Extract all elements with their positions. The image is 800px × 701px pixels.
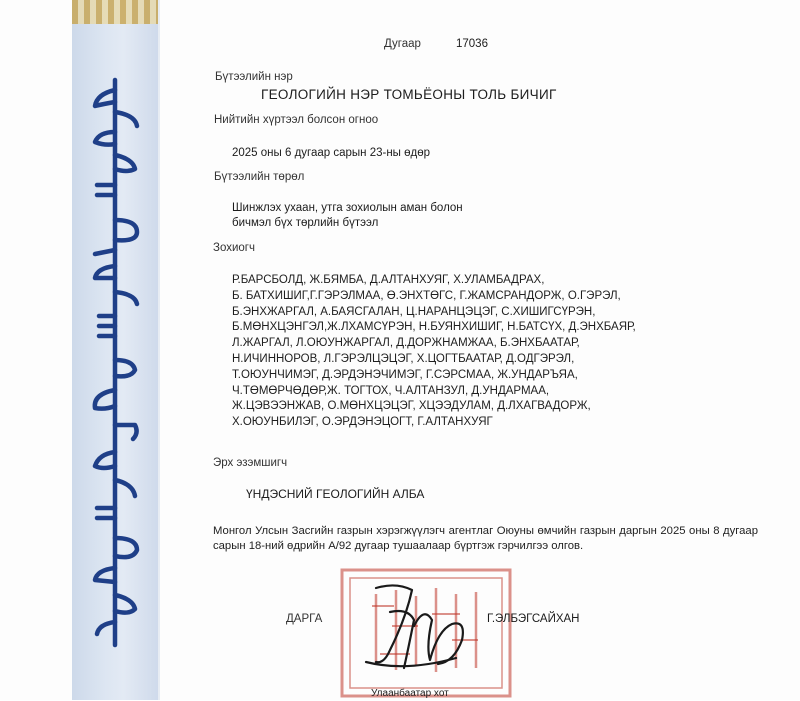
- author-line: Х.ОЮУНБИЛЭГ, О.ЭРДЭНЭЦОГТ, Г.АЛТАНХУЯГ: [232, 416, 493, 429]
- border-ornament: [72, 0, 158, 24]
- work-type-line-1: Шинжлэх ухаан, утга зохиолын аман болон: [232, 202, 463, 214]
- issue-city: Улаанбаатар хот: [371, 688, 449, 699]
- registration-text: Монгол Улсын Засгийн газрын хэрэгжүүлэгч агентлаг Оюуны өмчийн газрын даргын 2025 оны 8 дугаар сарын 18-ний өдрийн А/92 дугаар тушаалаар бүртгэж гэрчилгээ олгов.: [213, 525, 758, 552]
- author-line: Н.ИЧИННОРОВ, Л.ГЭРЭЛЦЭЦЭГ, Х.ЦОГТБААТАР, Д.ОДГЭРЭЛ,: [232, 352, 575, 365]
- author-line: Р.БАРСБОЛД, Ж.БЯМБА, Д.АЛТАНХУЯГ, Х.УЛАМБАДРАХ,: [232, 274, 545, 286]
- author-line: Ж.ЦЭВЭЭНЖАВ, О.МӨНХЦЭЦЭГ, ХЦЭЭДУЛАМ, Д.ЛХАГВАДОРЖ,: [232, 400, 591, 413]
- signature-mark: [366, 585, 463, 668]
- work-name-value: ГЕОЛОГИЙН НЭР ТОМЬЁОНЫ ТОЛЬ БИЧИГ: [261, 87, 557, 102]
- authors-list: [232, 273, 636, 431]
- work-type-label: Бүтээлийн төрөл: [214, 171, 305, 183]
- work-name-label: Бүтээлийн нэр: [215, 71, 293, 83]
- author-line: Б. БАТХИШИГ,Г.ГЭРЭЛМАА, Ө.ЭНХТӨГС, Г.ЖАМСРАНДОРЖ, О.ГЭРЭЛ,: [232, 289, 621, 302]
- certificate-number-value: 17036: [456, 38, 488, 50]
- author-line: Б.МӨНХЦЭНГЭЛ,Ж.ЛХАМСҮРЭН, Н.БУЯНХИШИГ, Н.БАТСҮХ, Д.ЭНХБАЯР,: [232, 321, 636, 334]
- signatory-name: Г.ЭЛБЭГСАЙХАН: [487, 613, 580, 625]
- author-line: Л.ЖАРГАЛ, Л.ОЮУНЖАРГАЛ, Д.ДОРЖНАМЖАА, Б.ЭНХБААТАР,: [232, 337, 580, 350]
- author-line: Т.ОЮУНЧИМЭГ, Д.ЭРДЭНЭЧИМЭГ, Г.СЭРСМАА, Ж.УНДАРЪЯА,: [232, 368, 578, 381]
- authors-label: Зохиогч: [213, 242, 255, 254]
- border-divider: [158, 0, 160, 700]
- published-date-label: Нийтийн хүртээл болсон огноо: [214, 114, 379, 126]
- rights-holder-value: ҮНДЭСНИЙ ГЕОЛОГИЙН АЛБА: [246, 487, 425, 501]
- official-stamp: [336, 566, 518, 700]
- mongolian-script-motto: [72, 60, 158, 660]
- author-line: Б.ЭНХЖАРГАЛ, А.БАЯСГАЛАН, Ц.НАРАНЦЭЦЭГ, С.ХИШИГСҮРЭН,: [232, 305, 596, 318]
- work-type-line-2: бичмэл бүх төрлийн бүтээл: [232, 217, 379, 229]
- published-date-value: 2025 оны 6 дугаар сарын 23-ны өдөр: [232, 147, 431, 159]
- certificate-number-label: Дугаар: [384, 38, 421, 50]
- author-line: Ч.ТӨМӨРЧӨДӨР,Ж. ТОГТОХ, Ч.АЛТАНЗУЛ, Д.УНДАРМАА,: [232, 384, 550, 397]
- signatory-title: ДАРГА: [286, 613, 323, 625]
- rights-holder-label: Эрх эзэмшигч: [213, 457, 288, 469]
